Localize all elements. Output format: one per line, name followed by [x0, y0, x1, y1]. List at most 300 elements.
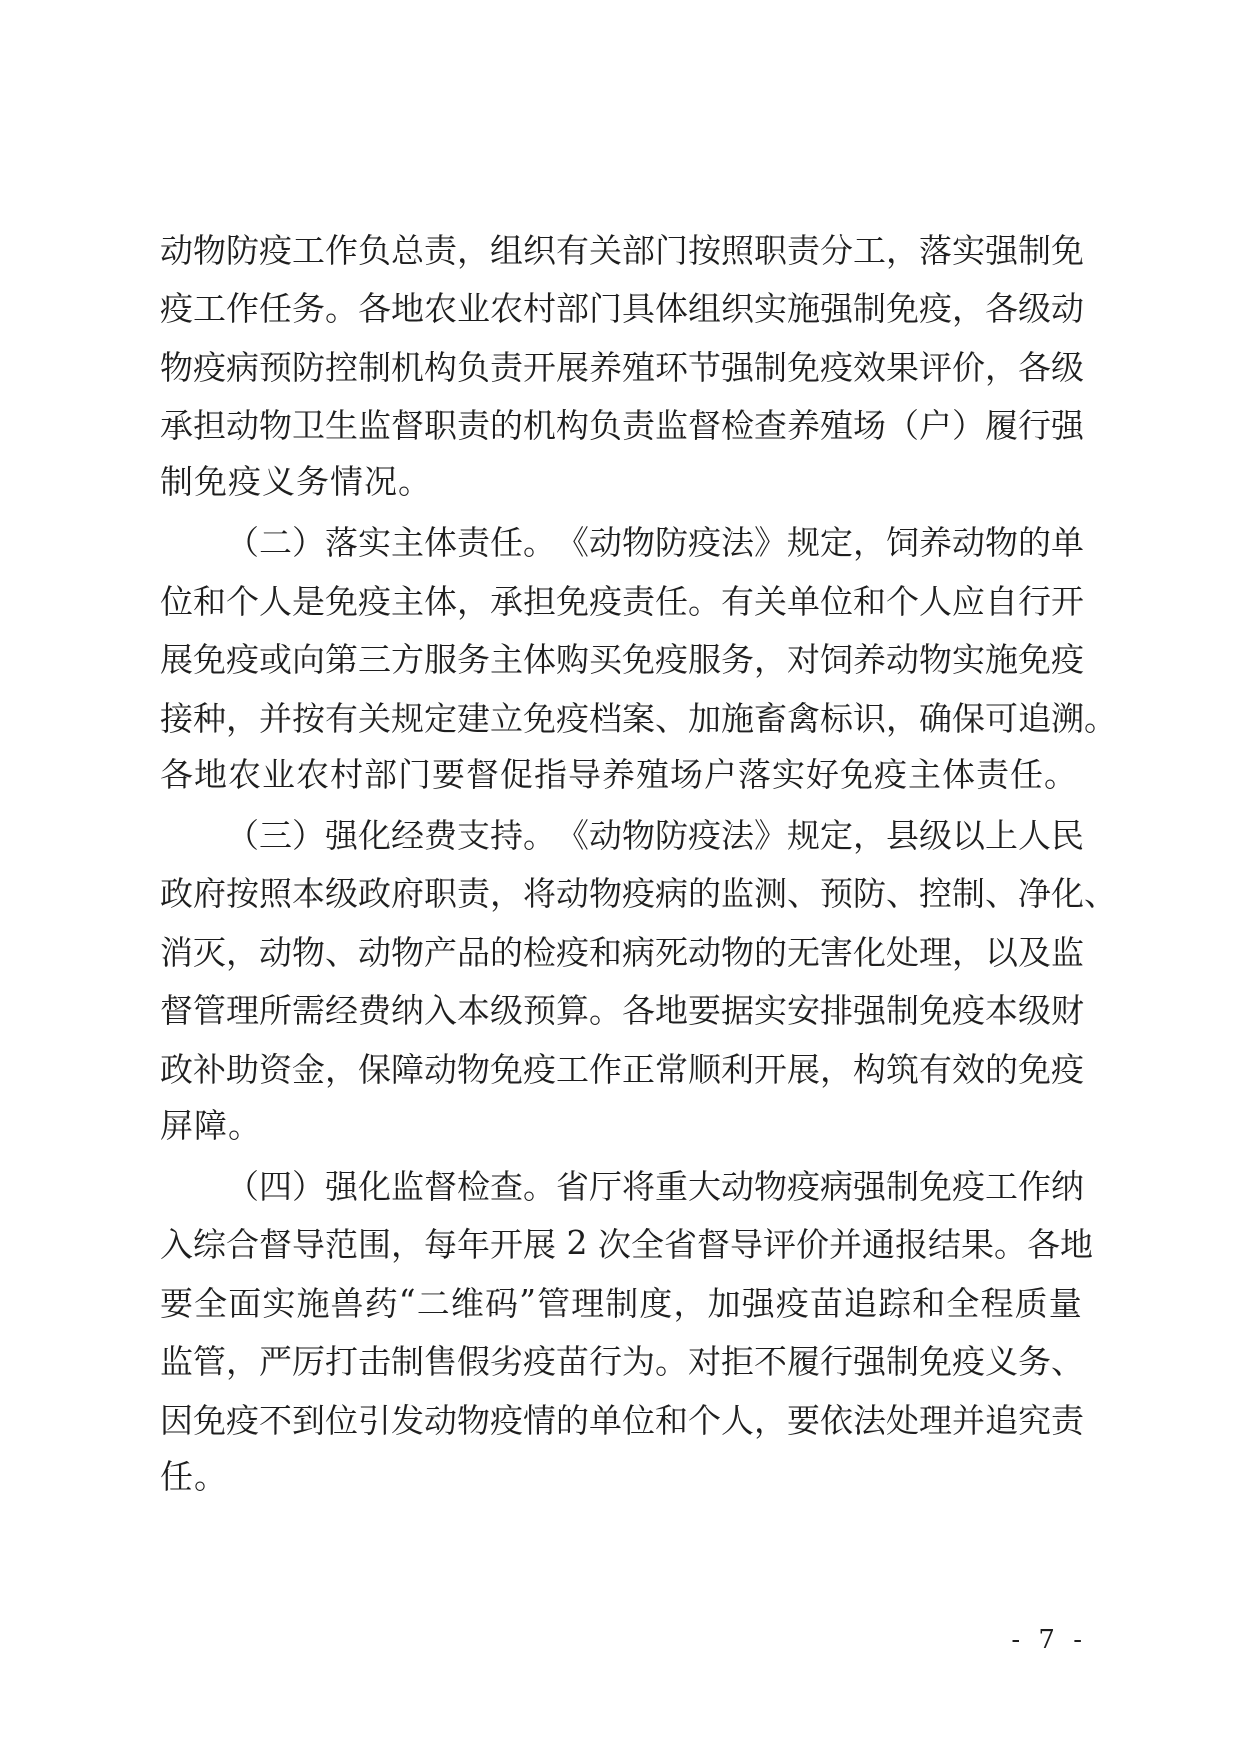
glyph: 入	[160, 1225, 193, 1265]
glyph: 控	[919, 874, 952, 914]
glyph: 疫	[775, 1283, 809, 1323]
glyph: 维	[450, 1283, 484, 1323]
glyph: 殖	[622, 347, 655, 387]
glyph: 强	[721, 347, 754, 387]
glyph: 担	[193, 406, 226, 446]
glyph: 本	[985, 991, 1018, 1031]
glyph: 省	[664, 1225, 697, 1265]
glyph: 。	[325, 289, 358, 329]
glyph: 开	[490, 1225, 523, 1265]
glyph: 物	[721, 932, 754, 972]
glyph: 评	[919, 347, 952, 387]
glyph: 主	[490, 640, 523, 680]
glyph: 监	[391, 1166, 424, 1206]
glyph: 档	[589, 698, 622, 738]
glyph: 府	[391, 874, 424, 914]
glyph: 工	[193, 289, 226, 329]
glyph: 政	[160, 874, 193, 914]
glyph: 防	[226, 230, 259, 270]
glyph: 位	[325, 1400, 358, 1440]
glyph: 及	[1018, 932, 1051, 972]
glyph: 预	[523, 991, 556, 1031]
glyph: 督	[259, 1225, 292, 1265]
glyph: 导	[730, 1225, 763, 1265]
glyph: 免	[622, 640, 655, 680]
glyph: 制	[886, 1342, 919, 1382]
glyph: 追	[1018, 698, 1051, 738]
glyph: 个	[688, 1400, 721, 1440]
glyph: 督	[160, 991, 193, 1031]
glyph: 测	[754, 874, 787, 914]
glyph: 导	[292, 1225, 325, 1265]
glyph: 病	[226, 347, 259, 387]
glyph: 报	[895, 1225, 928, 1265]
glyph: 行	[589, 1342, 622, 1382]
glyph: 织	[523, 230, 556, 270]
glyph: 节	[688, 347, 721, 387]
glyph: 化	[853, 932, 886, 972]
text-line: 任。	[160, 1456, 228, 1496]
glyph: 务	[457, 640, 490, 680]
glyph: 动	[556, 874, 589, 914]
glyph: 工	[985, 1166, 1018, 1206]
glyph: 展	[523, 1225, 556, 1265]
glyph: 检	[523, 932, 556, 972]
glyph: 理	[919, 932, 952, 972]
glyph: 监	[358, 406, 391, 446]
glyph: 买	[589, 640, 622, 680]
glyph: 费	[424, 815, 457, 855]
glyph: 照	[721, 230, 754, 270]
glyph: 利	[721, 1049, 754, 1089]
glyph: 主	[391, 523, 424, 563]
glyph: 疫	[787, 1166, 820, 1206]
glyph: 自	[985, 581, 1018, 621]
glyph: 免	[919, 1166, 952, 1206]
glyph: 物	[985, 523, 1018, 563]
glyph: 二	[259, 523, 292, 563]
glyph: 预	[820, 874, 853, 914]
glyph: ，	[226, 698, 259, 738]
glyph: 果	[886, 347, 919, 387]
glyph: 管	[193, 1342, 226, 1382]
glyph: 总	[391, 230, 424, 270]
glyph: 免	[886, 289, 919, 329]
glyph: 疫	[1051, 640, 1084, 680]
glyph: 补	[193, 1049, 226, 1089]
glyph: 量	[1048, 1283, 1082, 1323]
glyph: 制	[886, 1166, 919, 1206]
glyph: 追	[844, 1283, 878, 1323]
glyph: 物	[193, 230, 226, 270]
glyph: 督	[688, 406, 721, 446]
text-line	[160, 921, 1082, 980]
glyph: 免	[556, 581, 589, 621]
glyph: 承	[160, 406, 193, 446]
glyph: 理	[571, 1283, 605, 1323]
glyph: 三	[358, 640, 391, 680]
glyph: 按	[292, 698, 325, 738]
glyph: 疫	[193, 347, 226, 387]
glyph: 殖	[820, 406, 853, 446]
glyph: ，	[391, 1225, 424, 1265]
glyph: 动	[886, 640, 919, 680]
text-line: 各地农业农村部门要督促指导养殖场户落实好免疫主体责任。	[160, 754, 1078, 794]
glyph: 疫	[226, 640, 259, 680]
glyph: 种	[193, 698, 226, 738]
glyph: 病	[820, 1166, 853, 1206]
glyph: 监	[1051, 932, 1084, 972]
glyph: 实	[262, 1283, 296, 1323]
text-line	[160, 629, 1082, 688]
text-line	[160, 1272, 1082, 1331]
glyph: 持	[490, 815, 523, 855]
glyph: 强	[853, 1166, 886, 1206]
glyph: 价	[796, 1225, 829, 1265]
glyph: 化	[1051, 874, 1084, 914]
glyph: 职	[424, 406, 457, 446]
glyph: 服	[688, 640, 721, 680]
glyph: 环	[655, 347, 688, 387]
glyph: 分	[820, 230, 853, 270]
glyph: 养	[919, 523, 952, 563]
glyph: 责	[622, 581, 655, 621]
glyph: 可	[985, 698, 1018, 738]
glyph: 免	[1018, 1049, 1051, 1089]
glyph: 职	[754, 230, 787, 270]
glyph: 病	[655, 874, 688, 914]
glyph: 物	[622, 815, 655, 855]
glyph: 。	[655, 1342, 688, 1382]
glyph: 强	[325, 815, 358, 855]
glyph: 饲	[886, 523, 919, 563]
glyph: 加	[688, 698, 721, 738]
glyph: 、	[1051, 1342, 1084, 1382]
glyph: 单	[589, 1400, 622, 1440]
glyph: 厅	[589, 1166, 622, 1206]
glyph: 地	[655, 991, 688, 1031]
glyph: 效	[952, 1049, 985, 1089]
glyph: 建	[457, 698, 490, 738]
glyph: 检	[457, 1166, 490, 1206]
glyph: 体	[655, 289, 688, 329]
glyph: 疫	[556, 698, 589, 738]
glyph: 化	[358, 1166, 391, 1206]
glyph: 处	[886, 932, 919, 972]
glyph: 售	[424, 1342, 457, 1382]
glyph: 防	[292, 347, 325, 387]
text-line: 屏障。	[160, 1105, 262, 1145]
glyph: 打	[325, 1342, 358, 1382]
text-line: 制免疫义务情况。	[160, 462, 432, 501]
glyph: 督	[697, 1225, 730, 1265]
glyph: 强	[741, 1283, 775, 1323]
glyph: 。	[523, 523, 556, 563]
glyph: 政	[160, 1049, 193, 1089]
glyph: 对	[688, 1342, 721, 1382]
glyph: 各	[1027, 1225, 1060, 1265]
glyph: ，	[853, 523, 886, 563]
glyph: 假	[457, 1342, 490, 1382]
glyph: 服	[424, 640, 457, 680]
glyph: 各	[622, 991, 655, 1031]
glyph: 据	[721, 991, 754, 1031]
glyph: 制	[605, 1283, 639, 1323]
glyph: 金	[292, 1049, 325, 1089]
glyph: 三	[259, 815, 292, 855]
glyph: 免	[1018, 640, 1051, 680]
glyph: 物	[589, 874, 622, 914]
glyph: 方	[391, 640, 424, 680]
glyph: 。	[523, 815, 556, 855]
glyph: 。	[523, 1166, 556, 1206]
glyph: ，	[457, 230, 490, 270]
glyph: 疫	[358, 581, 391, 621]
glyph: 责	[1051, 1400, 1084, 1440]
glyph: 府	[193, 874, 226, 914]
glyph: ，	[754, 1400, 787, 1440]
glyph: 实	[358, 523, 391, 563]
glyph: 动	[424, 1049, 457, 1089]
glyph: ”	[519, 1281, 536, 1321]
glyph: 督	[391, 406, 424, 446]
glyph: 主	[391, 581, 424, 621]
glyph: 防	[655, 815, 688, 855]
glyph: 实	[754, 991, 787, 1031]
glyph: 年	[457, 1225, 490, 1265]
glyph: 财	[1051, 991, 1084, 1031]
glyph: 责	[424, 230, 457, 270]
glyph: 评	[763, 1225, 796, 1265]
glyph: 的	[556, 1400, 589, 1440]
glyph: 具	[622, 289, 655, 329]
glyph: 行	[1018, 581, 1051, 621]
glyph: 是	[292, 581, 325, 621]
glyph: 规	[391, 698, 424, 738]
glyph: 责	[622, 406, 655, 446]
glyph: 度	[639, 1283, 673, 1323]
glyph: 情	[523, 1400, 556, 1440]
glyph: 体	[424, 523, 457, 563]
glyph: 消	[160, 932, 193, 972]
glyph: 制	[853, 289, 886, 329]
glyph: （	[886, 406, 919, 446]
glyph: 强	[853, 1342, 886, 1382]
glyph: 踪	[878, 1283, 912, 1323]
glyph: 疫	[688, 815, 721, 855]
glyph: 筑	[886, 1049, 919, 1089]
glyph: 定	[820, 815, 853, 855]
glyph: 级	[1018, 991, 1051, 1031]
glyph: 饲	[820, 640, 853, 680]
glyph: 物	[391, 932, 424, 972]
paragraph	[160, 512, 1117, 805]
glyph: 体	[523, 640, 556, 680]
glyph: 确	[919, 698, 952, 738]
glyph: 识	[853, 698, 886, 738]
glyph: 有	[556, 230, 589, 270]
glyph: 兽	[330, 1283, 364, 1323]
glyph: 或	[259, 640, 292, 680]
glyph: 应	[952, 581, 985, 621]
glyph: 动	[589, 815, 622, 855]
document-body	[160, 219, 1117, 1506]
glyph: 法	[853, 1400, 886, 1440]
glyph: 义	[985, 1342, 1018, 1382]
glyph: 。	[688, 581, 721, 621]
glyph: 障	[391, 1049, 424, 1089]
glyph: 户	[919, 406, 952, 446]
glyph: 灭	[193, 932, 226, 972]
glyph: 对	[787, 640, 820, 680]
glyph: 和	[853, 581, 886, 621]
glyph: 本	[457, 991, 490, 1031]
glyph: 排	[820, 991, 853, 1031]
glyph: 工	[556, 1049, 589, 1089]
glyph: 定	[820, 523, 853, 563]
glyph: 展	[556, 347, 589, 387]
glyph: ，	[673, 1283, 707, 1323]
page-number: - 7 -	[1011, 1625, 1087, 1655]
glyph: 并	[259, 698, 292, 738]
glyph: 疫	[556, 932, 589, 972]
glyph: 疫	[688, 523, 721, 563]
glyph: 溯	[1051, 698, 1084, 738]
glyph: 要	[688, 991, 721, 1031]
glyph: 责	[490, 347, 523, 387]
glyph: 理	[226, 991, 259, 1031]
glyph: 物	[160, 347, 193, 387]
glyph: 算	[556, 991, 589, 1031]
glyph: ，	[886, 698, 919, 738]
glyph: 级	[919, 815, 952, 855]
glyph: 控	[325, 347, 358, 387]
glyph: 业	[457, 289, 490, 329]
glyph: 药	[364, 1283, 398, 1323]
glyph: ）	[292, 523, 325, 563]
glyph: 为	[622, 1342, 655, 1382]
glyph: 动	[226, 406, 259, 446]
glyph: 强	[1051, 406, 1084, 446]
glyph: 地	[1060, 1225, 1093, 1265]
glyph: 行	[820, 1342, 853, 1382]
glyph: 价	[952, 347, 985, 387]
glyph: 任	[259, 289, 292, 329]
glyph: 拒	[721, 1342, 754, 1382]
glyph: 位	[622, 1400, 655, 1440]
glyph: 有	[919, 1049, 952, 1089]
glyph: 顺	[688, 1049, 721, 1089]
glyph: 门	[589, 289, 622, 329]
glyph: 部	[622, 230, 655, 270]
glyph: 村	[523, 289, 556, 329]
glyph: 以	[985, 932, 1018, 972]
glyph: 并	[952, 1400, 985, 1440]
glyph: 疫	[820, 347, 853, 387]
glyph: 按	[688, 230, 721, 270]
glyph: ，	[886, 230, 919, 270]
glyph: 保	[952, 698, 985, 738]
glyph: 、	[655, 698, 688, 738]
glyph: 疫	[952, 991, 985, 1031]
glyph: 纳	[1051, 1166, 1084, 1206]
glyph: 、	[325, 932, 358, 972]
glyph: 落	[919, 230, 952, 270]
glyph: 机	[523, 406, 556, 446]
glyph: 死	[655, 932, 688, 972]
glyph: 立	[490, 698, 523, 738]
glyph: 重	[655, 1166, 688, 1206]
glyph: 加	[707, 1283, 741, 1323]
glyph: 产	[424, 932, 457, 972]
glyph: 展	[160, 640, 193, 680]
text-line	[160, 570, 1082, 629]
glyph: 接	[160, 698, 193, 738]
glyph: 开	[523, 347, 556, 387]
glyph: 疫	[490, 1400, 523, 1440]
glyph: 疫	[1051, 1049, 1084, 1089]
glyph: 范	[325, 1225, 358, 1265]
text-line	[160, 219, 1082, 278]
glyph: 务	[292, 289, 325, 329]
glyph: ）	[292, 1166, 325, 1206]
glyph: 动	[259, 932, 292, 972]
glyph: 无	[787, 932, 820, 972]
glyph: 》	[754, 815, 787, 855]
glyph: 强	[853, 991, 886, 1031]
glyph: 查	[490, 1166, 523, 1206]
glyph: 务	[1018, 1342, 1051, 1382]
glyph: 动	[688, 932, 721, 972]
glyph	[588, 1223, 599, 1262]
glyph: 到	[292, 1400, 325, 1440]
glyph: 免	[1051, 230, 1084, 270]
glyph: 责	[457, 406, 490, 446]
glyph: 处	[886, 1400, 919, 1440]
glyph: 养	[589, 347, 622, 387]
glyph: ，	[820, 1049, 853, 1089]
glyph: 围	[358, 1225, 391, 1265]
glyph: 作	[325, 230, 358, 270]
glyph: 纳	[391, 991, 424, 1031]
glyph: ，	[490, 874, 523, 914]
glyph: 人	[919, 581, 952, 621]
text-line	[160, 512, 1082, 571]
glyph: 苗	[809, 1283, 843, 1323]
glyph: 照	[259, 874, 292, 914]
glyph: 规	[787, 523, 820, 563]
glyph: 净	[1018, 874, 1051, 914]
glyph: 物	[457, 1049, 490, 1089]
glyph: 位	[160, 581, 193, 621]
glyph: 疫	[160, 289, 193, 329]
glyph: 资	[259, 1049, 292, 1089]
glyph: 的	[985, 1049, 1018, 1089]
glyph: 向	[292, 640, 325, 680]
glyph: 管	[193, 991, 226, 1031]
text-line	[160, 336, 1082, 395]
glyph: 制	[952, 874, 985, 914]
glyph: 防	[853, 874, 886, 914]
glyph: 禽	[787, 698, 820, 738]
glyph: 效	[853, 347, 886, 387]
glyph: 人	[721, 1400, 754, 1440]
glyph: 的	[754, 932, 787, 972]
glyph: 工	[292, 230, 325, 270]
glyph: 《	[556, 523, 589, 563]
glyph: 二	[416, 1283, 450, 1323]
glyph: 经	[325, 991, 358, 1031]
